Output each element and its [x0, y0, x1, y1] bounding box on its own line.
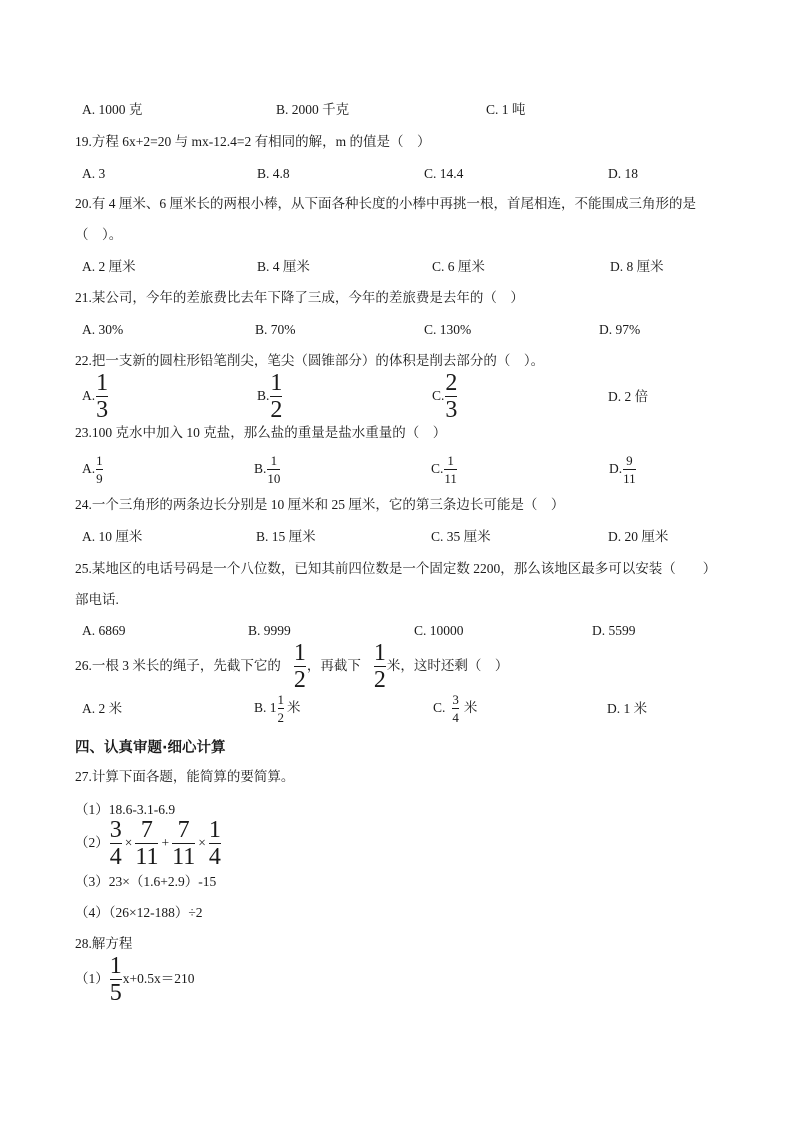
q22-option-c-prefix: C. [432, 388, 445, 403]
q23-option-d-fraction [623, 454, 636, 485]
q27-part-2-operator-2: + [161, 835, 170, 850]
q22-option-c-fraction [445, 371, 457, 422]
q26-stem-part-b: ，再截下 [306, 658, 361, 673]
q22-option-a-prefix: A. [82, 388, 96, 403]
q21-option-c: C. 130% [424, 322, 472, 337]
q26-stem-fraction-1 [294, 641, 306, 692]
fraction-numerator: 1 [270, 452, 278, 468]
q26-option-c-suffix: 米 [463, 700, 478, 715]
q28-part-1-label: （1） [75, 971, 109, 986]
q22-option-a-fraction [96, 371, 108, 422]
q25-stem-line1: 25.某地区的电话号码是一个八位数，已知其前四位数是一个固定数 2200，那么该地区最多可以安装（ ） [75, 561, 717, 576]
q24-option-b: B. 15 厘米 [256, 529, 316, 544]
q28-part-1-equation: x+0.5x＝210 [122, 971, 195, 986]
q23-option-b [254, 452, 281, 486]
q23-option-a-fraction [96, 454, 103, 485]
q24-stem: 24.一个三角形的两条边长分别是 10 厘米和 25 厘米，它的第三条边长可能是（ ） [75, 497, 565, 512]
fraction-denominator: 11 [444, 470, 457, 486]
q26-stem [75, 639, 509, 693]
fraction-numerator: 7 [140, 816, 153, 843]
fraction-numerator: 1 [277, 691, 285, 707]
q23-option-b-fraction [267, 454, 280, 485]
q19-option-a: A. 3 [82, 166, 106, 181]
q18-option-b: B. 2000 千克 [276, 102, 350, 117]
q19-stem: 19.方程 6x+2=20 与 mx-12.4=2 有相同的解，m 的值是（ ） [75, 134, 431, 149]
fraction-numerator: 3 [452, 691, 459, 707]
fraction-denominator: 5 [109, 979, 122, 1006]
q21-option-d: D. 97% [599, 322, 641, 337]
fraction-numerator: 1 [96, 452, 103, 468]
q26-option-c [433, 690, 477, 726]
section-heading: 四、认真审题·细心计算 [75, 740, 226, 756]
q20-stem-line1: 20.有 4 厘米、6 厘米长的两根小棒，从下面各种长度的小棒中再挑一根，首尾相连，不能围成三角形的是 [75, 196, 696, 211]
q20-stem-line2: （ ）。 [75, 227, 123, 242]
q28-part-1 [75, 952, 195, 1006]
fraction-denominator: 2 [293, 666, 306, 693]
q27-stem: 27.计算下面各题，能简算的要简算。 [75, 769, 295, 784]
q23-option-c [431, 452, 458, 486]
q19-option-c: C. 14.4 [424, 166, 464, 181]
fraction-numerator: 1 [373, 639, 386, 666]
q24-option-d: D. 20 厘米 [608, 529, 669, 544]
fraction-denominator: 4 [452, 709, 459, 725]
q23-option-c-fraction [444, 454, 457, 485]
fraction-numerator: 1 [293, 639, 306, 666]
q23-stem: 23.100 克水中加入 10 克盐，那么盐的重量是盐水重量的（ ） [75, 425, 447, 440]
fraction-bar [267, 469, 280, 470]
q26-option-b-prefix: B. 1 [254, 700, 277, 715]
q27-part-1: （1）18.6-3.1-6.9 [75, 802, 176, 817]
q20-option-a: A. 2 厘米 [82, 259, 136, 274]
fraction-denominator: 2 [270, 396, 283, 423]
fraction-bar [452, 708, 459, 709]
q23-option-d-prefix: D. [609, 461, 623, 476]
q26-option-b-suffix: 米 [287, 700, 301, 715]
fraction-numerator: 3 [109, 816, 122, 843]
q24-option-c: C. 35 厘米 [431, 529, 491, 544]
fraction-bar [623, 469, 636, 470]
q22-option-b-fraction [270, 371, 282, 422]
fraction-denominator: 4 [109, 843, 122, 870]
q18-option-a: A. 1000 克 [82, 102, 143, 117]
q26-option-b-fraction [278, 693, 285, 724]
q25-stem-line2: 部电话. [75, 592, 119, 607]
fraction-denominator: 4 [208, 843, 221, 870]
q19-option-b: B. 4.8 [257, 166, 290, 181]
q21-option-a: A. 30% [82, 322, 124, 337]
fraction-numerator: 1 [109, 952, 122, 979]
q26-stem-part-c: 米，这时还剩（ ） [386, 658, 509, 673]
q27-part-2-label: （2） [75, 835, 109, 850]
q20-option-d: D. 8 厘米 [610, 259, 664, 274]
q23-option-a [82, 452, 104, 486]
fraction-denominator: 2 [373, 666, 386, 693]
fraction-numerator: 1 [270, 369, 283, 396]
q27-part-4: （4）（26×12-188）÷2 [75, 905, 203, 920]
q22-stem: 22.把一支新的圆柱形铅笔削尖，笔尖（圆锥部分）的体积是削去部分的（ ）。 [75, 353, 545, 368]
fraction-denominator: 2 [277, 709, 285, 725]
q20-option-b: B. 4 厘米 [257, 259, 310, 274]
q27-part-2-operator-1: × [124, 835, 133, 850]
fraction-denominator: 3 [96, 396, 109, 423]
q23-option-b-prefix: B. [254, 461, 267, 476]
q26-option-a: A. 2 米 [82, 701, 123, 716]
fraction-bar [444, 469, 457, 470]
q23-option-c-prefix: C. [431, 461, 444, 476]
q22-option-b-prefix: B. [257, 388, 270, 403]
q22-option-c [432, 369, 458, 423]
q20-option-c: C. 6 厘米 [432, 259, 485, 274]
fraction-denominator: 10 [267, 470, 281, 486]
q23-option-d [609, 452, 637, 486]
fraction-denominator: 11 [135, 843, 159, 870]
fraction-numerator: 1 [96, 369, 109, 396]
q22-option-a [82, 369, 109, 423]
fraction-bar [96, 469, 103, 470]
q22-option-d: D. 2 倍 [608, 389, 649, 404]
q26-option-c-fraction [452, 693, 459, 724]
q26-stem-part-a: 26.一根 3 米长的绳子，先截下它的 [75, 658, 281, 673]
q27-part-2-operator-3: × [198, 835, 206, 850]
fraction-bar [278, 708, 285, 709]
q25-option-a: A. 6869 [82, 623, 126, 638]
q27-part-3: （3）23×（1.6+2.9）-15 [75, 874, 217, 889]
fraction-denominator: 3 [445, 396, 458, 423]
fraction-denominator: 11 [172, 843, 196, 870]
q25-option-d: D. 5599 [592, 623, 636, 638]
fraction-numerator: 9 [626, 452, 633, 468]
fraction-denominator: 11 [623, 470, 636, 486]
q21-option-b: B. 70% [255, 322, 296, 337]
q23-option-a-prefix: A. [82, 461, 96, 476]
fraction-numerator: 7 [177, 816, 190, 843]
q26-option-b [254, 690, 301, 726]
q25-option-b: B. 9999 [248, 623, 291, 638]
fraction-numerator: 1 [447, 452, 454, 468]
q26-option-c-prefix: C. [433, 700, 446, 715]
q21-stem: 21.某公司，今年的差旅费比去年下降了三成，今年的差旅费是去年的（ ） [75, 290, 524, 305]
q27-part-2 [75, 816, 222, 870]
q27-part-2-fraction-4 [209, 818, 221, 869]
fraction-denominator: 9 [96, 470, 103, 486]
q19-option-d: D. 18 [608, 166, 638, 181]
q22-option-b [257, 369, 283, 423]
q25-option-c: C. 10000 [414, 623, 464, 638]
q24-option-a: A. 10 厘米 [82, 529, 143, 544]
fraction-numerator: 2 [445, 369, 458, 396]
q28-stem: 28.解方程 [75, 936, 133, 951]
fraction-numerator: 1 [208, 816, 221, 843]
q18-option-c: C. 1 吨 [486, 102, 526, 117]
q28-part-1-fraction [110, 954, 122, 1005]
q26-option-d: D. 1 米 [607, 701, 648, 716]
q27-part-2-fraction-2 [135, 818, 158, 869]
q26-stem-fraction-2 [374, 641, 386, 692]
q27-part-2-fraction-3 [172, 818, 195, 869]
q27-part-2-fraction-1 [110, 818, 122, 869]
